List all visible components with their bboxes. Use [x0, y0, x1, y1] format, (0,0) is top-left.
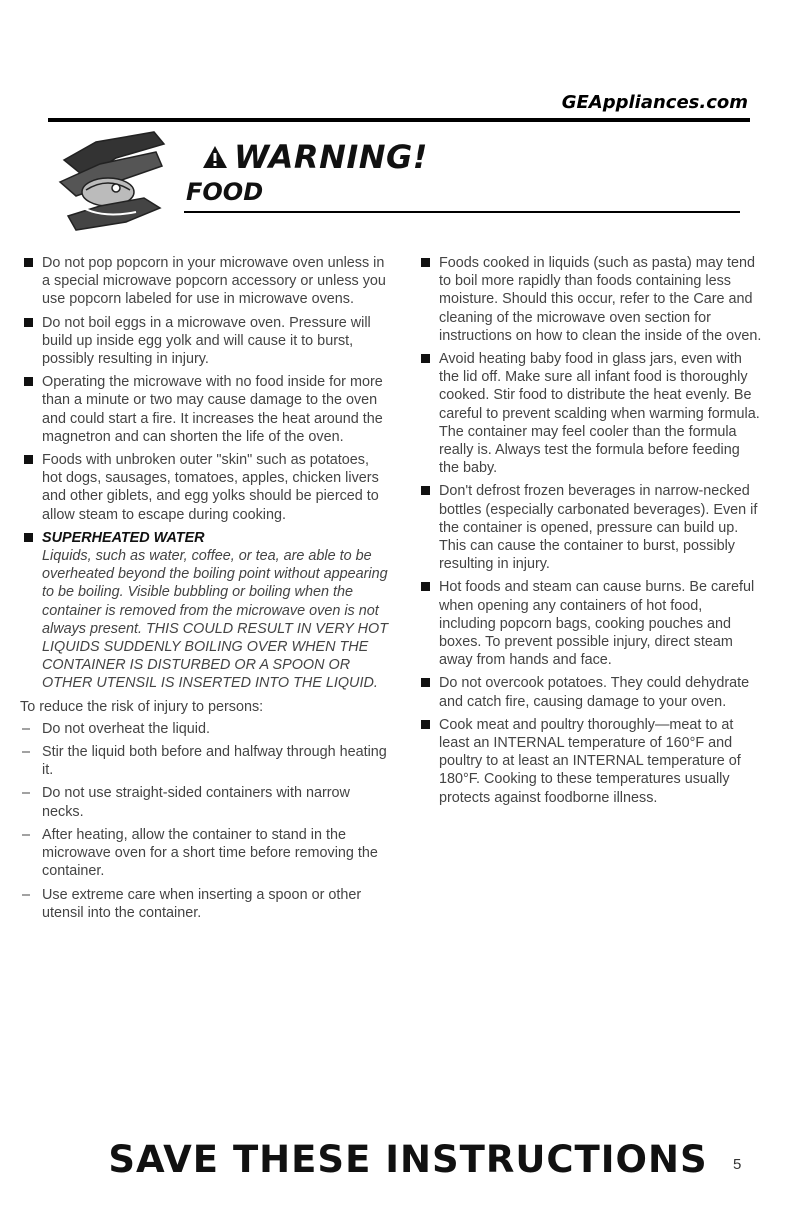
list-item: Hot foods and steam can cause burns. Be careful when opening any containers of hot food, including popcorn bags, cooking pouches and boxes. To prevent possible injury, direct steam away from hands and face.: [417, 578, 762, 669]
page-number: 5: [733, 1156, 742, 1173]
save-instructions-footer: SAVE THESE INSTRUCTIONS: [108, 1138, 708, 1181]
right-column: [417, 254, 762, 812]
warning-rule: [184, 211, 740, 213]
warning-title-text: WARNING!: [234, 138, 428, 176]
reduce-risk-text: To reduce the risk of injury to persons:: [20, 698, 264, 715]
list-item: Cook meat and poultry thoroughly—meat to at least an INTERNAL temperature of 160°F and poultry to at least an INTERNAL temperature of 180°F. Cooking to these temperatures usually protects against foodborne illness.: [417, 716, 762, 807]
dash-item: – Use extreme care when inserting a spoon or other utensil into the container.: [20, 886, 392, 922]
dash-item: – After heating, allow the container to stand in the microwave oven for a short time before removing the container.: [20, 826, 392, 881]
dash-item: – Do not overheat the liquid.: [20, 720, 392, 738]
alert-triangle-icon: [202, 145, 228, 169]
site-url: GEAppliances.com: [561, 92, 748, 113]
dash-item: – Do not use straight-sided containers with narrow necks.: [20, 784, 392, 820]
warning-subtitle: FOOD: [186, 178, 264, 206]
header-rule: [48, 118, 750, 122]
list-item: Don't defrost frozen beverages in narrow-necked bottles (especially carbonated beverages). Even if the container is opened, pressure can build up. This can cause the container to burst, possibly resulting in injury.: [417, 482, 762, 573]
list-item: Operating the microwave with no food inside for more than a minute or two may cause damage to the oven and could start a fire. It increases the heat around the magnetron and can shorten the life of the oven.: [20, 373, 392, 446]
list-item: Do not pop popcorn in your microwave oven unless in a special microwave popcorn accessory or unless you use popcorn labeled for use in microwave ovens.: [20, 254, 392, 309]
warning-title: [202, 138, 428, 176]
left-column: [20, 254, 392, 927]
list-item: Do not boil eggs in a microwave oven. Pressure will build up inside egg yolk and will cause it to burst, possibly resulting in injury.: [20, 314, 392, 369]
list-item: Foods cooked in liquids (such as pasta) may tend to boil more rapidly than foods containing less moisture. Should this occur, refer to the Care and cleaning of the microwave oven section for instructions on how to clean the inside of the oven.: [417, 254, 762, 345]
microwave-food-warning-icon: [56, 130, 170, 234]
superheated-water-title: SUPERHEATED WATER: [42, 529, 205, 546]
list-item: Do not overcook potatoes. They could dehydrate and catch fire, causing damage to your oven.: [417, 674, 762, 710]
superheated-water-item: [20, 529, 392, 693]
dash-item: – Stir the liquid both before and halfway through heating it.: [20, 743, 392, 779]
list-item: Avoid heating baby food in glass jars, even with the lid off. Make sure all infant food is thoroughly cooked. Stir food to distribute the heat evenly. Be careful to prevent scalding when warming formula. The container may feel cooler than the formula really is. Always test the formula before feeding the baby.: [417, 350, 762, 477]
superheated-water-body: Liquids, such as water, coffee, or tea, are able to be overheated beyond the boiling point without appearing to be boiling. Visible bubbling or boiling when the container is removed from the microwave oven is not always present. THIS COULD RESULT IN VERY HOT LIQUIDS SUDDENLY BOILING OVER WHEN THE CONTAINER IS DISTURBED OR A SPOON OR OTHER UTENSIL IS INSERTED INTO THE LIQUID.: [42, 548, 388, 692]
list-item: Foods with unbroken outer "skin" such as potatoes, hot dogs, sausages, tomatoes, apples, chicken livers and other giblets, and egg yolks should be pierced to allow steam to escape during cooking.: [20, 451, 392, 524]
